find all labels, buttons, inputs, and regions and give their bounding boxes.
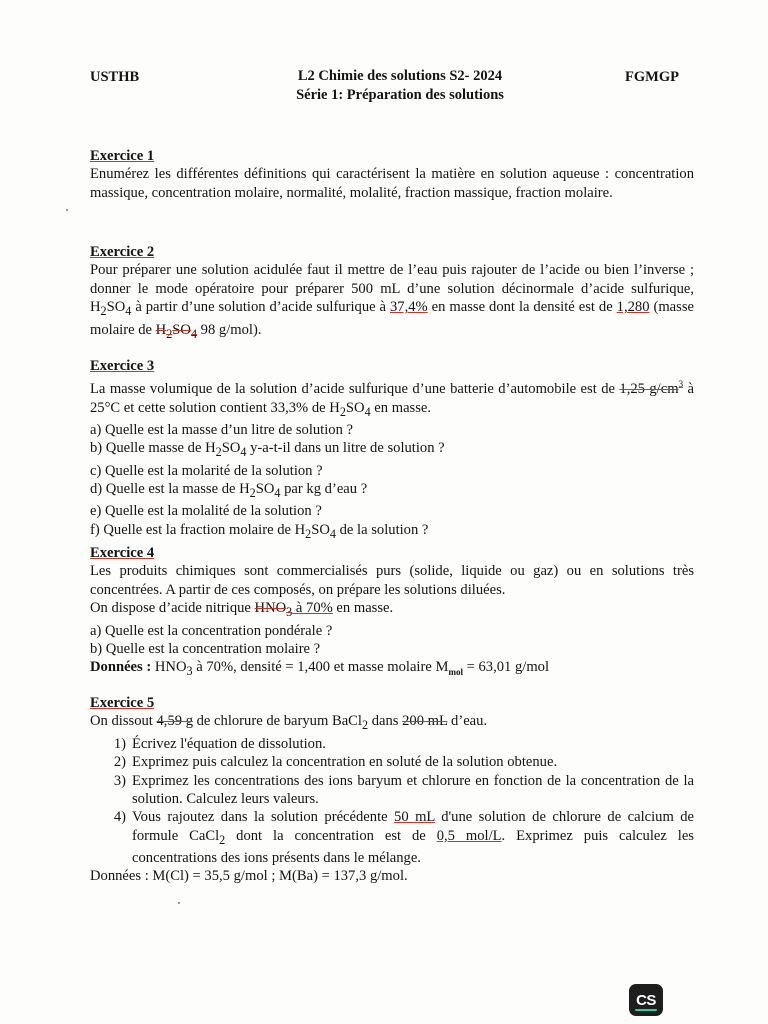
exercise-4-title: Exercice 4 <box>90 545 155 561</box>
exercise-4-intro: Les produits chimiques sont commercialisés purs (solide, liquide ou gaz) ou en solutions très concentrées. A partir de ces composés, on prépare les solutions diluées. <box>90 563 694 598</box>
acid-density: 1,280 <box>616 299 650 316</box>
question-5-3: 3) Exprimez les concentrations des ions baryum et chlorure en fonction de la concentration de la solution. Calculez leurs valeurs. <box>113 772 694 807</box>
exercise-5-title: Exercice 5 <box>90 695 155 711</box>
exercise-5 <box>90 694 694 886</box>
header-series: Série 1: Préparation des solutions <box>296 87 504 103</box>
sulfuric-acid-formula: $H_2SO_4$ <box>155 321 198 341</box>
question-3d: d) Quelle est la masse de $H_2SO_4$ par kg d’eau ? <box>90 481 368 501</box>
question-3c: c) Quelle est la molarité de la solution ? <box>90 462 323 479</box>
question-4a: a) Quelle est la concentration pondérale ? <box>90 622 333 639</box>
nitric-acid-formula: $HNO_3$ <box>254 600 293 620</box>
header-faculty: FGMGP <box>625 69 679 85</box>
exercise-4-given: On dispose d’acide nitrique $HNO_3$ à 70% en masse. <box>90 600 394 620</box>
added-concentration: 0,5 mol/L <box>436 827 502 844</box>
scan-speck <box>66 209 68 211</box>
question-3e: e) Quelle est la molalité de la solution ? <box>90 503 322 520</box>
exercise-4-data: Données : $HNO_3$ à 70%, densité = 1,400 et masse molaire $M_{mol} = 63,01$ g/mol <box>90 659 550 679</box>
exercise-1 <box>90 147 694 202</box>
header-course: L2 Chimie des solutions S2- 2024 <box>297 68 503 84</box>
acid-percentage: 37,4% <box>390 299 428 316</box>
exercise-3 <box>90 357 694 543</box>
exercise-1-text: Enumérez les différentes définitions qui caractérisent la matière en solution aqueuse : concentration massique, concentration molaire, normalité, molalité, fraction massique, fraction molaire. <box>90 166 694 201</box>
question-5-2: 2) Exprimez puis calculez la concentration en soluté de la solution obtenue. <box>113 754 558 771</box>
exercise-2-title: Exercice 2 <box>90 244 155 260</box>
exercise-5-intro: On dissout 4,59 g de chlorure de baryum BaCl$_2$ dans 200 mL d’eau. <box>90 713 488 733</box>
exercise-3-intro: La masse volumique de la solution d’acide sulfurique d’une batterie d’automobile est de 1,25 $g/cm^3$ à 25°C et cette solution contient 33,3% de $H_2SO_4$ en masse. <box>90 379 694 419</box>
question-3a: a) Quelle est la masse d’un litre de solution ? <box>90 421 354 438</box>
exercise-1-title: Exercice 1 <box>90 148 155 164</box>
question-4b: b) Quelle est la concentration molaire ? <box>90 640 321 657</box>
camscanner-logo-icon: CS <box>629 984 663 1016</box>
exercise-2 <box>90 243 694 343</box>
volume-value: 200 mL <box>402 713 448 730</box>
question-5-1: 1) Écrivez l'équation de dissolution. <box>113 735 326 752</box>
header-title <box>240 67 560 105</box>
question-3f: f) Quelle est la fraction molaire de $H_2SO_4$ de la solution ? <box>90 521 429 541</box>
exercise-5-data: Données : M(Cl) = 35,5 g/mol ; M(Ba) = 137,3 g/mol. <box>90 868 408 885</box>
scan-speck <box>178 902 180 904</box>
density-value: 1,25 $g/cm^3$ <box>619 379 684 398</box>
exercise-3-title: Exercice 3 <box>90 358 155 374</box>
question-3b: b) Quelle masse de $H_2SO_4$ y-a-t-il dans un litre de solution ? <box>90 440 445 460</box>
added-volume: 50 mL <box>394 809 435 826</box>
exercise-2-text: Pour préparer une solution acidulée faut il mettre de l’eau puis rajouter de l’acide ou bien l’inverse ; donner le mode opératoire pour préparer 500 mL d’une solution décinormale d’acide sulfurique, $H_2SO_4$ à partir d’une solution d’acide sulfurique à 37,4% en masse dont la densité est de 1,280 (masse molaire de $H_2SO_4$ 98 g/mol). <box>90 262 694 341</box>
header-institution: USTHB <box>90 69 140 85</box>
mass-value: 4,59 g <box>156 713 193 730</box>
exercise-4 <box>90 544 694 682</box>
question-5-4: 4) Vous rajoutez dans la solution précédente 50 mL d'une solution de chlorure de calcium de formule CaCl$_2$ dont la concentration est de 0,5 mol/L. Exprimez puis calculez les concentrations des ions présents dans le mélange. <box>113 809 695 867</box>
